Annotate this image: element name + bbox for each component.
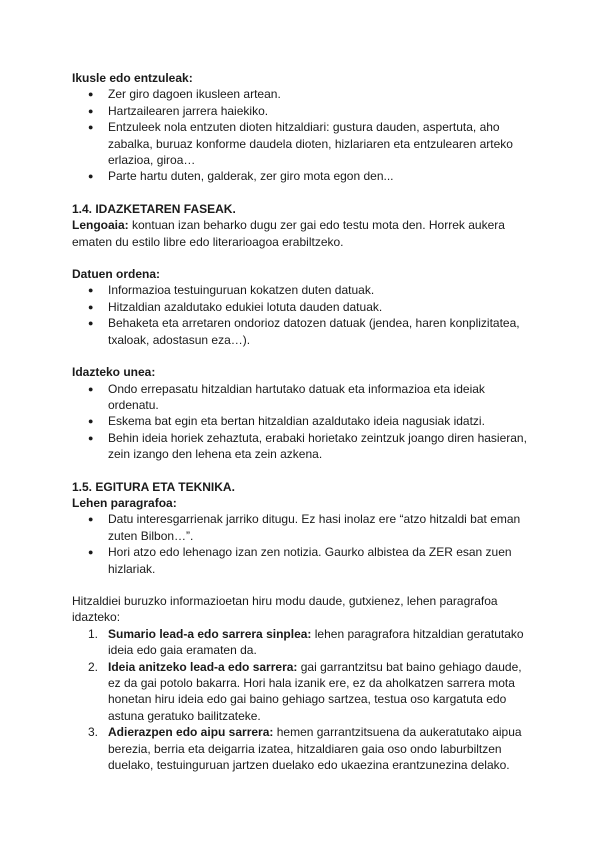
mode-title: Sumario lead-a edo sarrera sinplea: (108, 626, 312, 641)
list-item (88, 659, 532, 725)
document-page (72, 70, 532, 773)
list-item: ● Entzuleek nola entzuten dioten hitzaldiari: gustura dauden, aspertuta, aho zabalka, buruaz konforme daudela dioten, hizlariaren eta entzulearen arteko erlazioa, giroa… (108, 119, 532, 168)
lehen-list (72, 511, 532, 577)
list-item (88, 724, 532, 773)
list-item: ● Hori atzo edo lehenago izan zen notizia. Gaurko albistea da ZER esan zuen hizlariak. (108, 544, 532, 577)
mode-title: Ideia anitzeko lead-a edo sarrera: (108, 659, 298, 674)
lengoaia-text: kontuan izan beharko dugu zer gai edo testu mota den. Horrek aukera ematen du estilo libre edo literarioagoa erabiltzeko. (72, 218, 505, 249)
section-heading-1-4: 1.4. IDAZKETAREN FASEAK. (72, 201, 236, 216)
list-item: ● Zer giro dagoen ikusleen artean. (108, 86, 532, 102)
list-item: ● Eskema bat egin eta bertan hitzaldian azaldutako ideia nagusiak idatzi. (108, 413, 532, 429)
list-number: 1. (88, 626, 99, 641)
section-heading-1-5: 1.5. EGITURA ETA TEKNIKA. (72, 479, 235, 494)
ikusle-list (72, 86, 532, 184)
idazteko-list (72, 381, 532, 463)
mode-text: gai garrantzitsu bat baino gehiago daude, ez da gai potolo bakarra. Hori hala izanik ere, ez da aholkatzen sarrera mota honetan hiru ideia edo gai baino gehiago sartzea, testua oso kargatuta edo astuna geratuko bailitzateke. (108, 659, 522, 723)
idazteko-label: Idazteko unea: (72, 365, 156, 380)
intro-paragraph: Hitzaldiei buruzko informazioetan hiru modu daude, gutxienez, lehen paragrafoa idazteko: (72, 593, 498, 625)
list-item: ● Behin ideia horiek zehaztuta, erabaki horietako zeintzuk joango diren hasieran, zein izango den lehena eta zein azkena. (108, 430, 532, 463)
list-number: 3. (88, 725, 99, 740)
datuen-list (72, 282, 532, 348)
mode-text: hemen garrantzitsuena da aukeratutako aipua berezia, berria eta deigarria izatea, hitzaldiaren gaia oso ondo laburbiltzen duelako, testuinguruan jartzen duelako edo ukaezina erantzunezina delako. (108, 725, 522, 773)
list-item: ● Behaketa eta arretaren ondorioz datozen datuak (jendea, haren konplizitatea, txaloak, adostasun eza…). (108, 315, 532, 348)
list-number: 2. (88, 659, 99, 674)
mode-text: lehen paragrafora hitzaldian geratutako ideia edo gaia eramaten da. (108, 626, 524, 658)
list-item: ● Hartzailearen jarrera haiekiko. (108, 103, 532, 119)
lehen-label: Lehen paragrafoa: (72, 495, 177, 510)
lengoaia-label: Lengoaia: (72, 218, 129, 233)
list-item: ● Parte hartu duten, galderak, zer giro mota egon den... (108, 168, 532, 184)
lengoaia-paragraph (72, 217, 532, 250)
mode-title: Adierazpen edo aipu sarrera: (108, 725, 274, 740)
ikusle-label: Ikusle edo entzuleak: (72, 71, 193, 85)
list-item: ● Informazioa testuinguruan kokatzen duten datuak. (108, 282, 532, 298)
list-item: ● Datu interesgarrienak jarriko ditugu. Ez hasi inolaz ere “atzo hitzaldi bat eman zuten Bilbon…”. (108, 511, 532, 544)
list-item (88, 626, 532, 659)
datuen-label: Datuen ordena: (72, 267, 161, 282)
modes-list (72, 626, 532, 774)
list-item: ● Ondo errepasatu hitzaldian hartutako datuak eta informazioa eta ideiak ordenatu. (108, 381, 532, 414)
list-item: ● Hitzaldian azaldutako edukiei lotuta dauden datuak. (108, 299, 532, 315)
